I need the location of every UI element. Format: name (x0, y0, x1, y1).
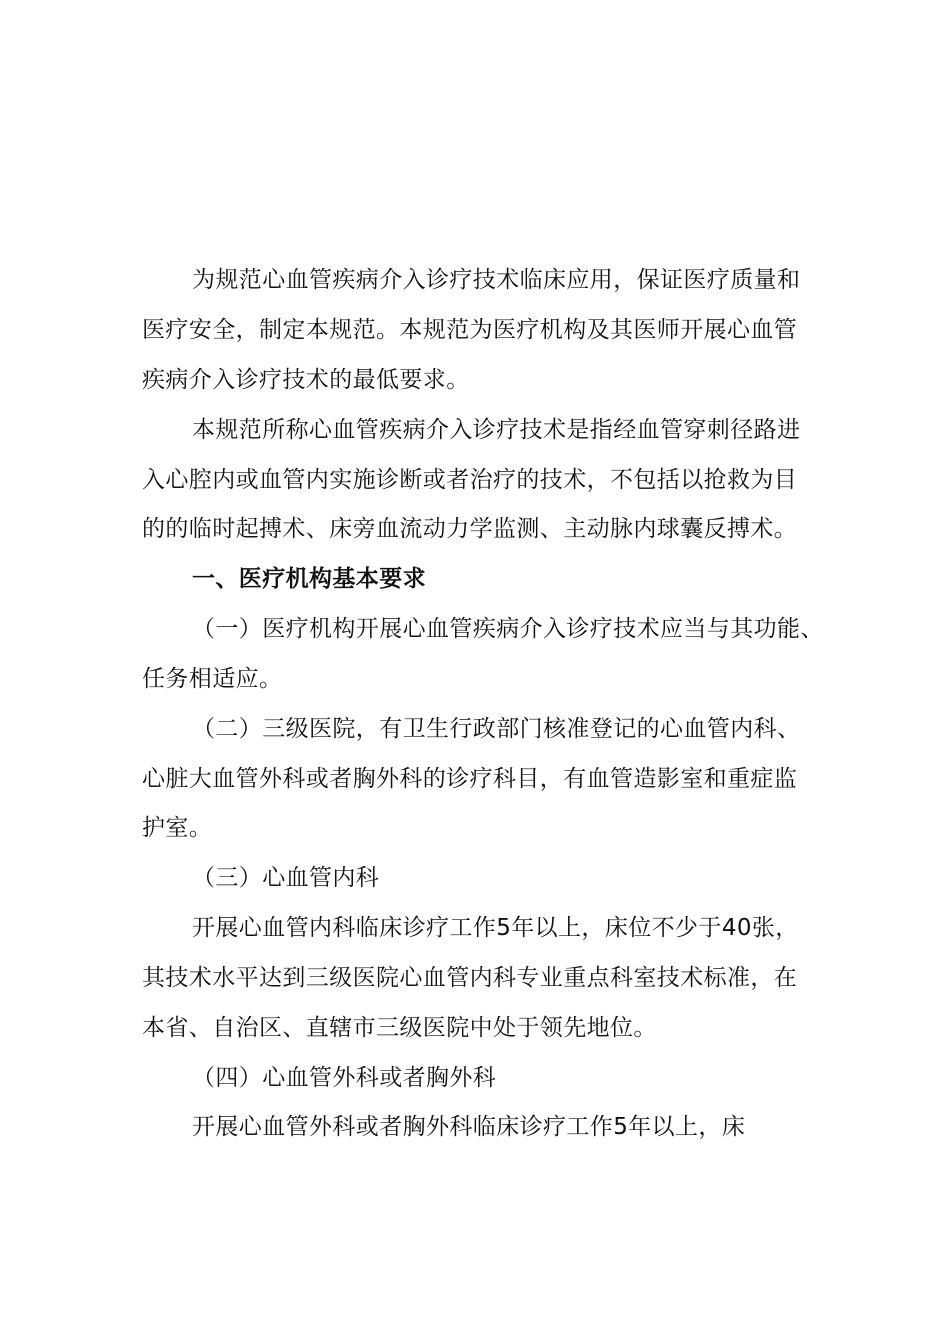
subsection-heading: （四）心血管外科或者胸外科 (192, 1065, 497, 1091)
paragraph-line: 开展心血管外科或者胸外科临床诊疗工作5年以上，床 (192, 1114, 746, 1140)
paragraph-line: 入心腔内或血管内实施诊断或者治疗的技术，不包括以抢救为目 (142, 467, 798, 493)
paragraph-line: （二）三级医院，有卫生行政部门核准登记的心血管内科、 (192, 716, 801, 742)
subsection-heading: （三）心血管内科 (192, 865, 380, 891)
paragraph-line: 为规范心血管疾病介入诊疗技术临床应用，保证医疗质量和 (192, 267, 801, 293)
paragraph-line: 护室。 (142, 815, 213, 841)
paragraph-line: 其技术水平达到三级医院心血管内科专业重点科室技术标准，在 (142, 965, 798, 991)
paragraph-line: 开展心血管内科临床诊疗工作5年以上，床位不少于40张， (192, 915, 799, 941)
paragraph-line: （一）医疗机构开展心血管疾病介入诊疗技术应当与其功能、 (192, 616, 824, 642)
paragraph-line: 本省、自治区、直辖市三级医院中处于领先地位。 (142, 1015, 657, 1041)
paragraph-line: 疾病介入诊疗技术的最低要求。 (142, 367, 470, 393)
paragraph-line: 的的临时起搏术、床旁血流动力学监测、主动脉内球囊反搏术。 (142, 516, 798, 542)
paragraph-line: 任务相适应。 (142, 666, 283, 692)
paragraph-line: 医疗安全，制定本规范。本规范为医疗机构及其医师开展心血管 (142, 317, 798, 343)
section-heading: 一、医疗机构基本要求 (192, 566, 426, 592)
paragraph-line: 心脏大血管外科或者胸外科的诊疗科目，有血管造影室和重症监 (142, 766, 798, 792)
paragraph-line: 本规范所称心血管疾病介入诊疗技术是指经血管穿刺径路进 (192, 417, 801, 443)
